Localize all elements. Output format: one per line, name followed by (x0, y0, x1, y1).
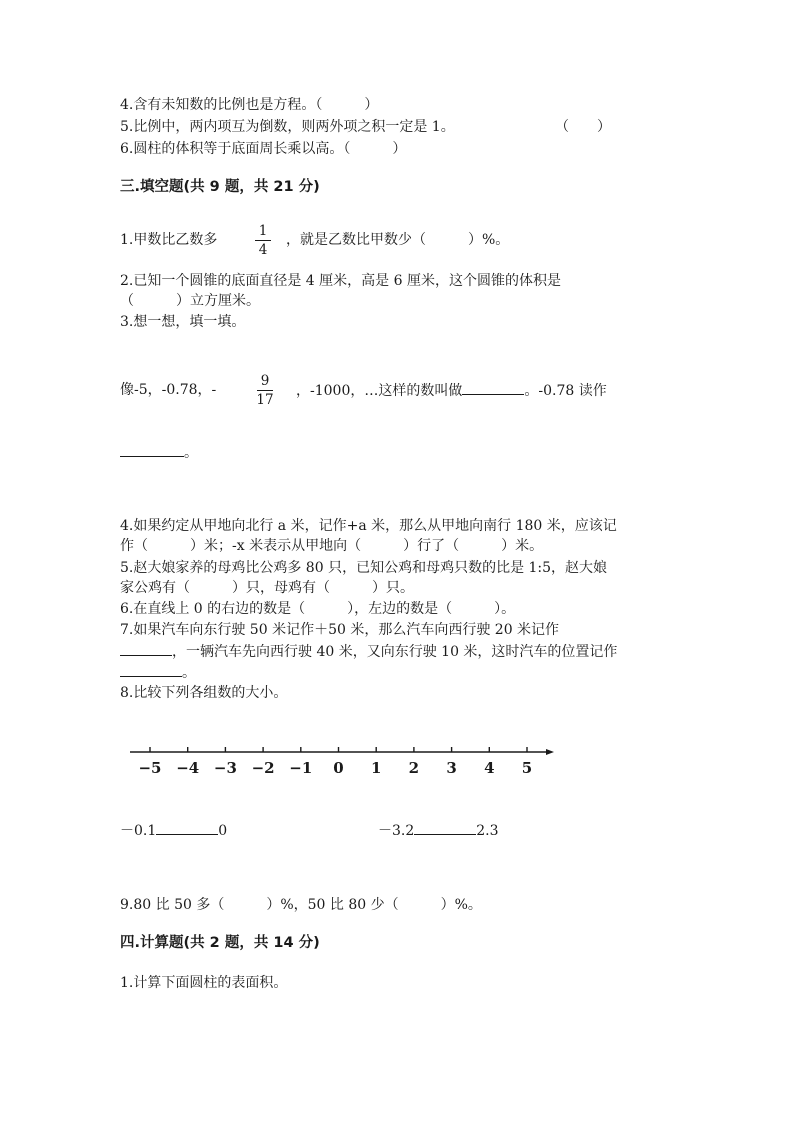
calc-q1: 1.计算下面圆柱的表面积。 (120, 975, 288, 991)
fraction-numerator: 9 (260, 373, 270, 389)
number-line-label: −2 (251, 759, 275, 777)
number-line-label: −3 (213, 759, 237, 777)
number-line-label: 0 (333, 759, 344, 777)
fill-q8-title: 8.比较下列各组数的大小。 (120, 685, 288, 701)
number-line (120, 740, 560, 780)
compare-1-left: －0.1 (120, 823, 157, 839)
fraction-nine-seventeenths (254, 373, 276, 408)
fill-q3-text-c: 。-0.78 读作 (524, 383, 607, 399)
compare-2-right: 2.3 (476, 823, 499, 839)
fill-q3-text-a: 像-5，-0.78，- (120, 382, 217, 398)
fill-q6: 6.在直线上 0 的右边的数是（ ），左边的数是（ ）。 (120, 601, 516, 617)
judgement-q5-paren: （ ） (555, 119, 611, 135)
fill-q7-line1: 7.如果汽车向东行驶 50 米记作＋50 米，那么汽车向西行驶 20 米记作 (120, 622, 560, 638)
fill-q1-text-a: 1.甲数比乙数多 (120, 232, 218, 248)
judgement-q4: 4.含有未知数的比例也是方程。（ ） (120, 97, 379, 113)
section-3-title: 三.填空题(共 9 题，共 21 分) (120, 179, 320, 195)
number-line-label: 3 (446, 759, 457, 777)
fill-q3-text-b (296, 380, 607, 401)
fill-q7-line3 (120, 662, 196, 683)
fraction-denominator: 17 (256, 392, 274, 408)
fill-q7-line2 (120, 641, 617, 662)
number-line-label: −4 (176, 759, 200, 777)
judgement-q5: 5.比例中，两内项互为倒数，则两外项之积一定是 1。 (120, 119, 455, 135)
fill-q9: 9.80 比 50 多（ ）%，50 比 80 少（ ）%。 (120, 897, 482, 913)
fraction-bar (257, 390, 273, 391)
fill-q5-line2: 家公鸡有（ ）只，母鸡有（ ）只。 (120, 580, 414, 596)
judgement-q6: 6.圆柱的体积等于底面周长乘以高。（ ） (120, 141, 407, 157)
answer-blank[interactable] (414, 820, 476, 835)
fill-q3-text-b-label: ，-1000，…这样的数叫做 (296, 383, 463, 399)
number-line-label: 4 (484, 759, 495, 777)
section-4-title: 四.计算题(共 2 题，共 14 分) (120, 935, 320, 951)
fill-q4-line2: 作（ ）米；-x 米表示从甲地向（ ）行了（ ）米。 (120, 538, 544, 554)
answer-blank[interactable] (120, 641, 172, 656)
fill-q2-line1: 2.已知一个圆锥的底面直径是 4 厘米，高是 6 厘米，这个圆锥的体积是 (120, 273, 561, 289)
answer-blank[interactable] (120, 662, 182, 677)
answer-blank[interactable] (120, 442, 184, 457)
number-line-label: 5 (521, 759, 533, 777)
compare-1-right: 0 (218, 823, 228, 839)
number-line-label: −5 (138, 759, 162, 777)
compare-1 (120, 820, 227, 841)
fraction-bar (255, 240, 271, 241)
fill-q3-title: 3.想一想，填一填。 (120, 314, 246, 330)
fraction-denominator: 4 (258, 242, 268, 258)
fill-q5-line1: 5.赵大娘家养的母鸡比公鸡多 80 只，已知公鸡和母鸡只数的比是 1:5，赵大娘 (120, 560, 608, 576)
number-line-label: 2 (408, 759, 420, 777)
fill-q2-line2: （ ）立方厘米。 (120, 293, 260, 309)
compare-2-left: －3.2 (378, 823, 415, 839)
answer-blank[interactable] (462, 380, 524, 395)
fill-q7-line2-text: ，一辆汽车先向西行驶 40 米，又向东行驶 10 米，这时汽车的位置记作 (172, 644, 618, 660)
fraction-numerator: 1 (258, 223, 268, 239)
number-line-arrow-icon (546, 749, 554, 755)
fill-q3-text-d: 。 (184, 445, 198, 461)
fill-q3-line2 (120, 442, 198, 463)
answer-blank[interactable] (156, 820, 218, 835)
fraction-one-quarter (252, 223, 274, 258)
number-line-label: −1 (289, 759, 313, 777)
compare-2 (378, 820, 499, 841)
number-line-labels (138, 759, 532, 777)
fill-q7-line3-text: 。 (182, 665, 196, 681)
fill-q1-text-b: ，就是乙数比甲数少（ ）%。 (286, 232, 510, 248)
fill-q4-line1: 4.如果约定从甲地向北行 a 米，记作+a 米，那么从甲地向南行 180 米，应该记 (120, 518, 617, 534)
number-line-label: 1 (370, 759, 382, 777)
